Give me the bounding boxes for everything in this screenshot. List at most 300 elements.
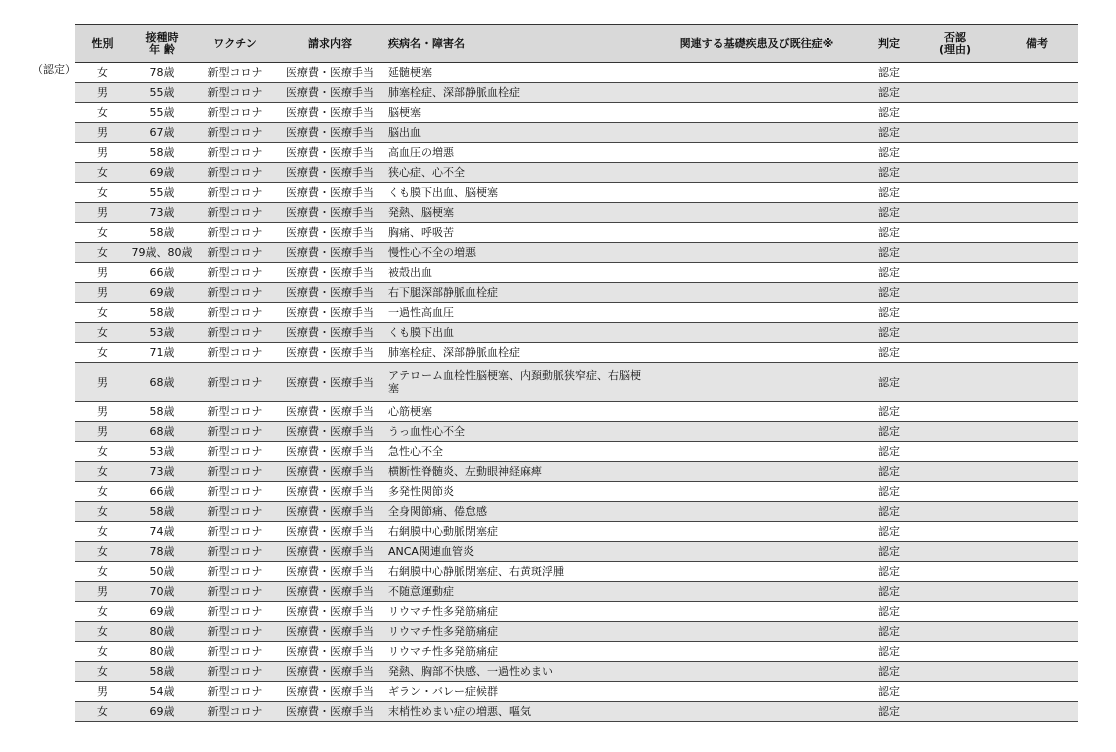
cell-claim: 医療費・医療手当 [276,522,384,542]
cell-age: 53歳 [130,323,194,343]
cell-claim: 医療費・医療手当 [276,422,384,442]
cell-disease: 被殻出血 [384,263,649,283]
cell-notes [996,542,1078,562]
cell-basic-disease [649,243,864,263]
cell-age: 50歳 [130,562,194,582]
table-row [75,622,1078,642]
header-basic-disease: 関連する基礎疾患及び既往症※ [649,25,864,63]
cell-reason [914,662,996,682]
cell-basic-disease [649,422,864,442]
cell-reason [914,143,996,163]
cell-age: 66歳 [130,482,194,502]
cell-notes [996,482,1078,502]
cell-reason [914,363,996,402]
cell-judgment: 認定 [864,602,914,622]
cell-basic-disease [649,542,864,562]
cell-judgment: 認定 [864,283,914,303]
table-row [75,682,1078,702]
cell-reason [914,243,996,263]
cell-reason [914,123,996,143]
cell-vaccine: 新型コロナ [194,343,276,363]
cell-gender: 女 [75,343,130,363]
cell-age: 80歳 [130,622,194,642]
cell-gender: 女 [75,442,130,462]
cell-basic-disease [649,143,864,163]
cell-basic-disease [649,163,864,183]
cell-notes [996,702,1078,722]
table-row [75,562,1078,582]
table-row [75,243,1078,263]
cell-age: 55歳 [130,103,194,123]
cell-basic-disease [649,303,864,323]
cell-vaccine: 新型コロナ [194,642,276,662]
cell-notes [996,363,1078,402]
cell-vaccine: 新型コロナ [194,323,276,343]
header-disease: 疾病名・障害名 [384,25,649,63]
cell-vaccine: 新型コロナ [194,402,276,422]
cell-gender: 女 [75,482,130,502]
table-row [75,582,1078,602]
cell-vaccine: 新型コロナ [194,163,276,183]
cell-judgment: 認定 [864,343,914,363]
cell-claim: 医療費・医療手当 [276,283,384,303]
cell-reason [914,462,996,482]
header-reason-line1: 否認 [944,30,966,44]
table-row [75,283,1078,303]
cell-gender: 男 [75,283,130,303]
cell-disease: 右網膜中心静脈閉塞症、右黄斑浮腫 [384,562,649,582]
header-judgment: 判定 [864,25,914,63]
cell-age: 55歳 [130,183,194,203]
table-row [75,442,1078,462]
cell-age: 55歳 [130,83,194,103]
cell-gender: 女 [75,63,130,83]
cell-age: 69歳 [130,602,194,622]
cell-disease: 肺塞栓症、深部静脈血栓症 [384,83,649,103]
cell-age: 69歳 [130,283,194,303]
cell-claim: 医療費・医療手当 [276,642,384,662]
cell-judgment: 認定 [864,542,914,562]
cell-claim: 医療費・医療手当 [276,442,384,462]
cell-judgment: 認定 [864,223,914,243]
cell-reason [914,263,996,283]
cell-claim: 医療費・医療手当 [276,622,384,642]
cell-basic-disease [649,702,864,722]
cell-judgment: 認定 [864,642,914,662]
cell-gender: 男 [75,143,130,163]
cell-reason [914,442,996,462]
table-row [75,662,1078,682]
relief-judgment-table [75,24,1078,722]
cell-gender: 女 [75,662,130,682]
cell-claim: 医療費・医療手当 [276,502,384,522]
cell-notes [996,163,1078,183]
cell-age: 70歳 [130,582,194,602]
cell-vaccine: 新型コロナ [194,123,276,143]
cell-vaccine: 新型コロナ [194,422,276,442]
cell-notes [996,283,1078,303]
cell-reason [914,502,996,522]
cell-age: 58歳 [130,662,194,682]
cell-disease: 脳梗塞 [384,103,649,123]
cell-disease: リウマチ性多発筋痛症 [384,642,649,662]
table-row [75,303,1078,323]
cell-notes [996,682,1078,702]
cell-basic-disease [649,562,864,582]
cell-claim: 医療費・医療手当 [276,363,384,402]
cell-reason [914,183,996,203]
cell-judgment: 認定 [864,143,914,163]
cell-basic-disease [649,602,864,622]
cell-reason [914,323,996,343]
cell-judgment: 認定 [864,123,914,143]
cell-age: 58歳 [130,303,194,323]
cell-judgment: 認定 [864,103,914,123]
cell-vaccine: 新型コロナ [194,582,276,602]
cell-disease: 急性心不全 [384,442,649,462]
cell-disease: ANCA関連血管炎 [384,542,649,562]
cell-age: 73歳 [130,462,194,482]
cell-age: 78歳 [130,542,194,562]
table-row [75,123,1078,143]
cell-disease: 延髄梗塞 [384,63,649,83]
cell-basic-disease [649,482,864,502]
cell-reason [914,622,996,642]
cell-basic-disease [649,83,864,103]
cell-basic-disease [649,682,864,702]
cell-basic-disease [649,502,864,522]
cell-notes [996,243,1078,263]
header-vaccine: ワクチン [194,25,276,63]
cell-reason [914,283,996,303]
cell-claim: 医療費・医療手当 [276,183,384,203]
cell-basic-disease [649,283,864,303]
cell-claim: 医療費・医療手当 [276,702,384,722]
cell-gender: 男 [75,422,130,442]
table-row [75,542,1078,562]
cell-judgment: 認定 [864,582,914,602]
cell-basic-disease [649,223,864,243]
cell-claim: 医療費・医療手当 [276,143,384,163]
cell-claim: 医療費・医療手当 [276,343,384,363]
cell-claim: 医療費・医療手当 [276,303,384,323]
cell-age: 66歳 [130,263,194,283]
cell-reason [914,582,996,602]
cell-vaccine: 新型コロナ [194,542,276,562]
cell-gender: 男 [75,263,130,283]
cell-judgment: 認定 [864,63,914,83]
cell-vaccine: 新型コロナ [194,522,276,542]
header-gender: 性別 [75,25,130,63]
cell-gender: 男 [75,203,130,223]
cell-gender: 女 [75,462,130,482]
cell-vaccine: 新型コロナ [194,303,276,323]
cell-claim: 医療費・医療手当 [276,83,384,103]
header-age-line1: 接種時 [145,30,179,44]
table-body [75,63,1078,722]
cell-disease: 発熱、脳梗塞 [384,203,649,223]
cell-notes [996,522,1078,542]
cell-gender: 女 [75,542,130,562]
cell-claim: 医療費・医療手当 [276,462,384,482]
cell-gender: 男 [75,83,130,103]
table-row [75,482,1078,502]
cell-vaccine: 新型コロナ [194,622,276,642]
cell-judgment: 認定 [864,702,914,722]
cell-reason [914,83,996,103]
cell-notes [996,662,1078,682]
cell-gender: 女 [75,323,130,343]
cell-disease: 右網膜中心動脈閉塞症 [384,522,649,542]
cell-vaccine: 新型コロナ [194,283,276,303]
cell-notes [996,622,1078,642]
cell-age: 67歳 [130,123,194,143]
cell-judgment: 認定 [864,163,914,183]
cell-notes [996,303,1078,323]
cell-reason [914,343,996,363]
cell-disease: 一過性高血圧 [384,303,649,323]
cell-reason [914,542,996,562]
cell-notes [996,223,1078,243]
header-age-line2: 年 齢 [149,42,175,56]
cell-gender: 女 [75,622,130,642]
table-row [75,223,1078,243]
cell-claim: 医療費・医療手当 [276,323,384,343]
cell-disease: ギラン・バレー症候群 [384,682,649,702]
table-row [75,343,1078,363]
table-row [75,602,1078,622]
cell-judgment: 認定 [864,442,914,462]
cell-judgment: 認定 [864,203,914,223]
cell-vaccine: 新型コロナ [194,203,276,223]
table-row [75,183,1078,203]
cell-judgment: 認定 [864,243,914,263]
cell-claim: 医療費・医療手当 [276,562,384,582]
table-row [75,642,1078,662]
cell-vaccine: 新型コロナ [194,83,276,103]
cell-basic-disease [649,203,864,223]
cell-vaccine: 新型コロナ [194,602,276,622]
cell-notes [996,462,1078,482]
cell-vaccine: 新型コロナ [194,243,276,263]
cell-judgment: 認定 [864,363,914,402]
cell-claim: 医療費・医療手当 [276,203,384,223]
cell-notes [996,562,1078,582]
cell-gender: 女 [75,163,130,183]
cell-notes [996,582,1078,602]
header-reason [914,25,996,63]
cell-judgment: 認定 [864,83,914,103]
cell-notes [996,642,1078,662]
cell-basic-disease [649,662,864,682]
cell-reason [914,422,996,442]
cell-notes [996,343,1078,363]
cell-gender: 女 [75,303,130,323]
cell-claim: 医療費・医療手当 [276,263,384,283]
cell-claim: 医療費・医療手当 [276,402,384,422]
cell-vaccine: 新型コロナ [194,702,276,722]
cell-gender: 女 [75,183,130,203]
table-row [75,263,1078,283]
cell-age: 53歳 [130,442,194,462]
cell-judgment: 認定 [864,323,914,343]
cell-basic-disease [649,642,864,662]
cell-age: 54歳 [130,682,194,702]
cell-disease: 慢性心不全の増悪 [384,243,649,263]
cell-basic-disease [649,63,864,83]
cell-reason [914,103,996,123]
cell-age: 80歳 [130,642,194,662]
cell-notes [996,123,1078,143]
cell-age: 74歳 [130,522,194,542]
cell-reason [914,682,996,702]
cell-disease: 肺塞栓症、深部静脈血栓症 [384,343,649,363]
header-reason-line2: (理由) [938,42,972,56]
cell-age: 69歳 [130,163,194,183]
cell-notes [996,183,1078,203]
cell-disease: うっ血性心不全 [384,422,649,442]
cell-disease: 狭心症、心不全 [384,163,649,183]
cell-reason [914,163,996,183]
cell-basic-disease [649,582,864,602]
cell-disease: くも膜下出血、脳梗塞 [384,183,649,203]
cell-judgment: 認定 [864,562,914,582]
cell-disease: 多発性関節炎 [384,482,649,502]
cell-basic-disease [649,103,864,123]
cell-judgment: 認定 [864,462,914,482]
cell-vaccine: 新型コロナ [194,363,276,402]
cell-basic-disease [649,462,864,482]
cell-basic-disease [649,323,864,343]
table-row [75,402,1078,422]
cell-claim: 医療費・医療手当 [276,542,384,562]
cell-disease: 横断性脊髄炎、左動眼神経麻痺 [384,462,649,482]
table-row [75,83,1078,103]
table-row [75,462,1078,482]
table-row [75,702,1078,722]
cell-notes [996,323,1078,343]
cell-notes [996,442,1078,462]
cell-claim: 医療費・医療手当 [276,123,384,143]
cell-claim: 医療費・医療手当 [276,482,384,502]
table-row [75,323,1078,343]
table-row [75,522,1078,542]
cell-notes [996,602,1078,622]
cell-claim: 医療費・医療手当 [276,682,384,702]
cell-basic-disease [649,343,864,363]
cell-reason [914,602,996,622]
cell-disease: 発熱、胸部不快感、一過性めまい [384,662,649,682]
cell-reason [914,402,996,422]
cell-judgment: 認定 [864,522,914,542]
cell-vaccine: 新型コロナ [194,682,276,702]
cell-age: 71歳 [130,343,194,363]
cell-gender: 女 [75,243,130,263]
cell-disease: 全身関節痛、倦怠感 [384,502,649,522]
cell-age: 69歳 [130,702,194,722]
cell-disease: 心筋梗塞 [384,402,649,422]
cell-disease: 不随意運動症 [384,582,649,602]
cell-vaccine: 新型コロナ [194,562,276,582]
cell-basic-disease [649,522,864,542]
cell-gender: 女 [75,562,130,582]
cell-reason [914,303,996,323]
cell-gender: 男 [75,682,130,702]
cell-claim: 医療費・医療手当 [276,63,384,83]
cell-judgment: 認定 [864,662,914,682]
cell-gender: 女 [75,702,130,722]
cell-gender: 女 [75,602,130,622]
table-row [75,63,1078,83]
cell-age: 73歳 [130,203,194,223]
cell-notes [996,83,1078,103]
cell-claim: 医療費・医療手当 [276,163,384,183]
cell-age: 78歳 [130,63,194,83]
cell-notes [996,422,1078,442]
table-row [75,203,1078,223]
cell-judgment: 認定 [864,183,914,203]
cell-age: 58歳 [130,402,194,422]
table-row [75,163,1078,183]
cell-disease: 高血圧の増悪 [384,143,649,163]
cell-reason [914,223,996,243]
cell-vaccine: 新型コロナ [194,462,276,482]
cell-judgment: 認定 [864,263,914,283]
cell-judgment: 認定 [864,502,914,522]
cell-basic-disease [649,402,864,422]
section-label: （認定） [32,63,76,76]
cell-reason [914,702,996,722]
header-claim: 請求内容 [276,25,384,63]
cell-vaccine: 新型コロナ [194,263,276,283]
cell-vaccine: 新型コロナ [194,143,276,163]
cell-age: 58歳 [130,502,194,522]
table-row [75,363,1078,402]
cell-judgment: 認定 [864,482,914,502]
cell-vaccine: 新型コロナ [194,482,276,502]
cell-notes [996,263,1078,283]
cell-claim: 医療費・医療手当 [276,582,384,602]
cell-reason [914,522,996,542]
cell-gender: 女 [75,502,130,522]
cell-age: 58歳 [130,223,194,243]
cell-basic-disease [649,183,864,203]
cell-reason [914,642,996,662]
cell-basic-disease [649,263,864,283]
cell-judgment: 認定 [864,622,914,642]
cell-gender: 男 [75,363,130,402]
cell-gender: 男 [75,123,130,143]
cell-vaccine: 新型コロナ [194,662,276,682]
cell-reason [914,63,996,83]
cell-judgment: 認定 [864,402,914,422]
cell-notes [996,402,1078,422]
header-age [130,25,194,63]
cell-judgment: 認定 [864,422,914,442]
cell-vaccine: 新型コロナ [194,103,276,123]
table-header-row [75,25,1078,63]
cell-claim: 医療費・医療手当 [276,243,384,263]
cell-age: 68歳 [130,363,194,402]
cell-disease: 胸痛、呼吸苦 [384,223,649,243]
cell-gender: 男 [75,582,130,602]
cell-gender: 女 [75,103,130,123]
table-row [75,143,1078,163]
cell-reason [914,562,996,582]
table-row [75,103,1078,123]
cell-claim: 医療費・医療手当 [276,662,384,682]
table-row [75,502,1078,522]
